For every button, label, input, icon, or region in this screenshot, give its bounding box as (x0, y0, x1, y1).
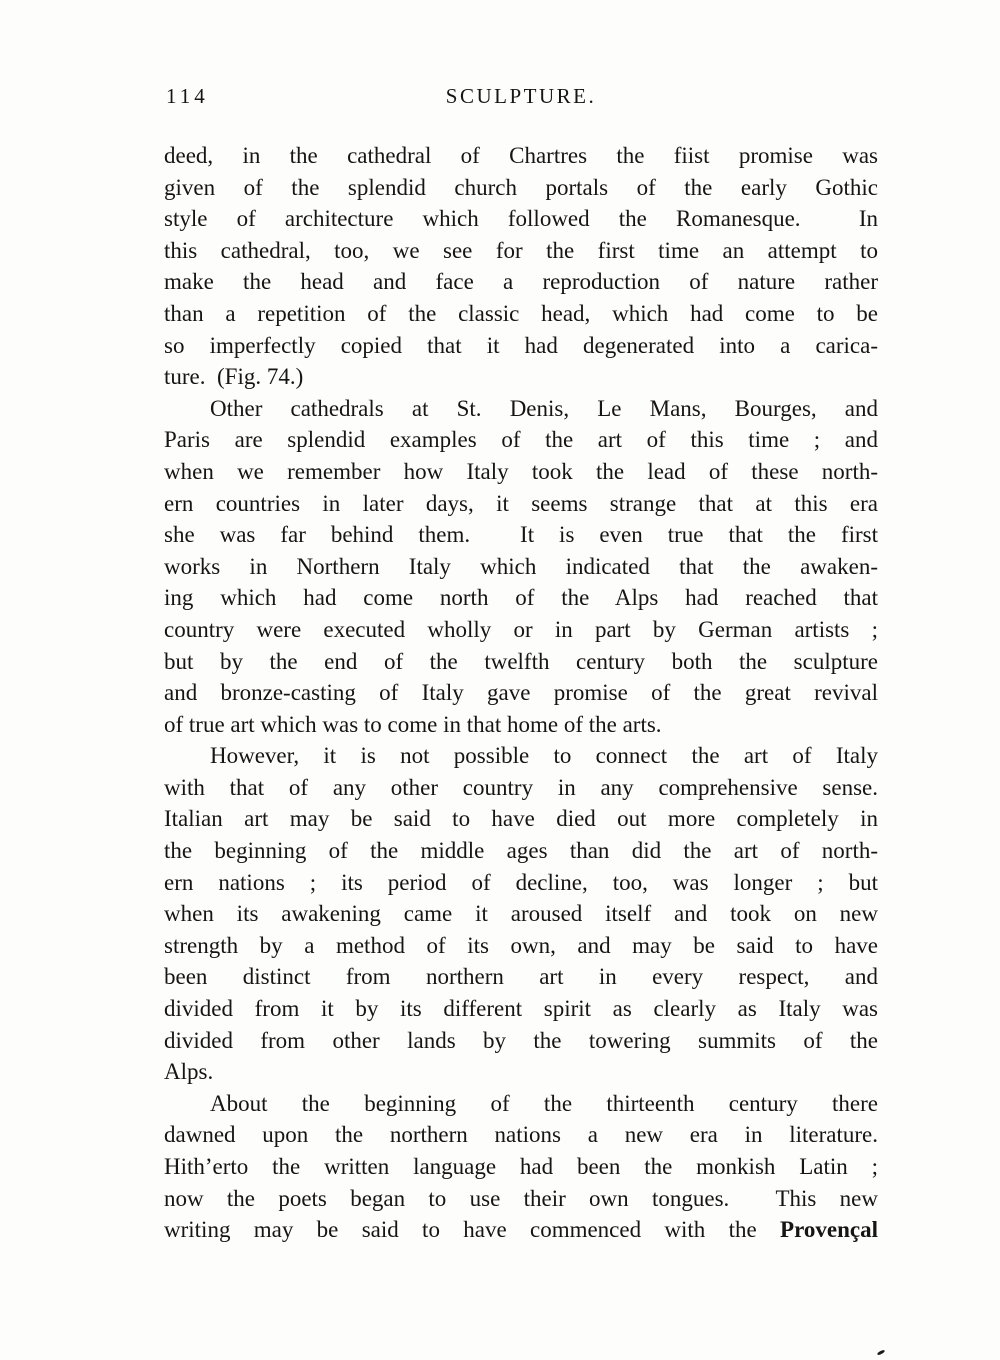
text-line: Italian art may be said to have died out more completely in (164, 806, 878, 832)
text-line: About the beginning of the thirteenth century there (210, 1090, 878, 1116)
text-line (164, 1214, 878, 1246)
page-content (164, 84, 878, 1246)
text-line: this cathedral, too, we see for the first time an attempt to (164, 237, 878, 263)
page-number: 114 (166, 84, 209, 108)
text-line: now the poets began to use their own tongues. This new (164, 1185, 878, 1211)
text-line: but by the end of the twelfth century both the sculpture (164, 648, 878, 674)
text-line: deed, in the cathedral of Chartres the fiist promise was (164, 143, 878, 168)
paragraph (164, 140, 878, 393)
paragraph (164, 393, 878, 741)
text-line: and bronze-casting of Italy gave promise of the great revival (164, 680, 878, 706)
text-line: when its awakening came it aroused itself and took on new (164, 901, 878, 927)
page-body (164, 140, 878, 1246)
text-line: ing which had come north of the Alps had reached that (164, 585, 878, 611)
paragraph (164, 1088, 878, 1246)
text-line: been distinct from northern art in every respect, and (164, 964, 878, 990)
text-line: when we remember how Italy took the lead of these north- (164, 458, 878, 484)
text-segment: writing may be said to have commenced with the (164, 1217, 781, 1243)
text-line: Hith’erto the written language had been the monkish Latin ; (164, 1154, 878, 1179)
text-line: so imperfectly copied that it had degenerated into a carica- (164, 332, 878, 358)
text-line: Other cathedrals at St. Denis, Le Mans, Bourges, and (210, 395, 878, 421)
text-line: dawned upon the northern nations a new era in literature. (164, 1122, 878, 1148)
text-line: However, it is not possible to connect the art of Italy (210, 743, 878, 769)
ink-speck (877, 1349, 886, 1355)
text-line: with that of any other country in any comprehensive sense. (164, 774, 878, 800)
emphasized-word: Provençal (780, 1217, 878, 1243)
text-line: she was far behind them. It is even true that the first (164, 522, 878, 548)
text-line: ture. (Fig. 74.) (164, 364, 304, 390)
text-line: given of the splendid church portals of the early Gothic (164, 174, 878, 200)
text-line: Paris are splendid examples of the art of this time ; and (164, 427, 878, 453)
paragraph (164, 740, 878, 1088)
text-line: strength by a method of its own, and may be said to have (164, 932, 878, 958)
text-line: Alps. (164, 1059, 214, 1085)
text-line: works in Northern Italy which indicated that the awaken- (164, 553, 878, 579)
text-line: of true art which was to come in that home of the arts. (164, 711, 662, 737)
text-line: than a repetition of the classic head, which had come to be (164, 300, 878, 326)
text-line: ern nations ; its period of decline, too, was longer ; but (164, 869, 878, 895)
text-line: ern countries in later days, it seems strange that at this era (164, 490, 878, 516)
text-line: make the head and face a reproduction of nature rather (164, 269, 878, 295)
text-line: the beginning of the middle ages than did the art of north- (164, 838, 878, 864)
page-header (164, 84, 878, 110)
text-line: divided from it by its different spirit as clearly as Italy was (164, 996, 878, 1022)
running-header: SCULPTURE. (445, 84, 597, 108)
text-line: country were executed wholly or in part by German artists ; (164, 616, 878, 642)
text-line: style of architecture which followed the Romanesque. In (164, 206, 878, 232)
text-line: divided from other lands by the towering summits of the (164, 1027, 878, 1053)
